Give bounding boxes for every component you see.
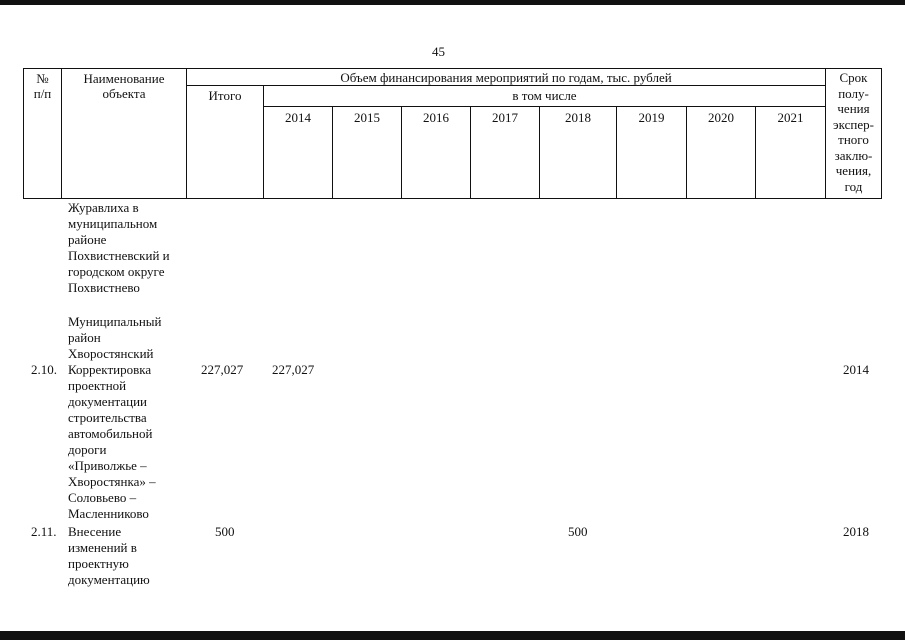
row-2-10-term: 2014 — [843, 362, 869, 377]
header-year-2016: 2016 — [401, 106, 471, 199]
row-2-10-number: 2.10. — [31, 362, 57, 377]
row-2-11-name: Внесение изменений в проектную документацию — [68, 524, 150, 587]
header-year-2018: 2018 — [539, 106, 617, 199]
header-year-2017: 2017 — [470, 106, 540, 199]
row-continuation-name: Журавлиха в муниципальном районе Похвистневский и городском округе Похвистнево — [68, 200, 170, 295]
header-including: в том числе — [263, 85, 826, 107]
header-year-2015: 2015 — [332, 106, 402, 199]
header-term: Срок полу- чения экспер- тного заклю- чения, год — [825, 68, 882, 199]
header-name: Наименование объекта — [61, 68, 187, 199]
header-number: № п/п — [23, 68, 62, 199]
page-number: 45 — [432, 44, 445, 59]
header-total: Итого — [186, 85, 264, 199]
header-year-2014: 2014 — [263, 106, 333, 199]
row-2-10-name: Муниципальный район Хворостянский Корректировка проектной документации строительства автомобильной дороги «Приволжье – Хворостянка» – Соловьево – Масленниково — [68, 314, 162, 521]
row-2-11-term: 2018 — [843, 524, 869, 539]
header-year-2019: 2019 — [616, 106, 687, 199]
top-border — [0, 0, 905, 5]
header-year-2021: 2021 — [755, 106, 826, 199]
row-2-10-2014: 227,027 — [272, 362, 315, 377]
header-funding: Объем финансирования мероприятий по годам, тыс. рублей — [186, 68, 826, 86]
bottom-border — [0, 631, 905, 640]
header-year-2020: 2020 — [686, 106, 756, 199]
row-2-11-number: 2.11. — [31, 524, 57, 539]
row-2-10-total: 227,027 — [201, 362, 244, 377]
row-2-11-2018: 500 — [568, 524, 588, 539]
row-2-11-total: 500 — [215, 524, 235, 539]
